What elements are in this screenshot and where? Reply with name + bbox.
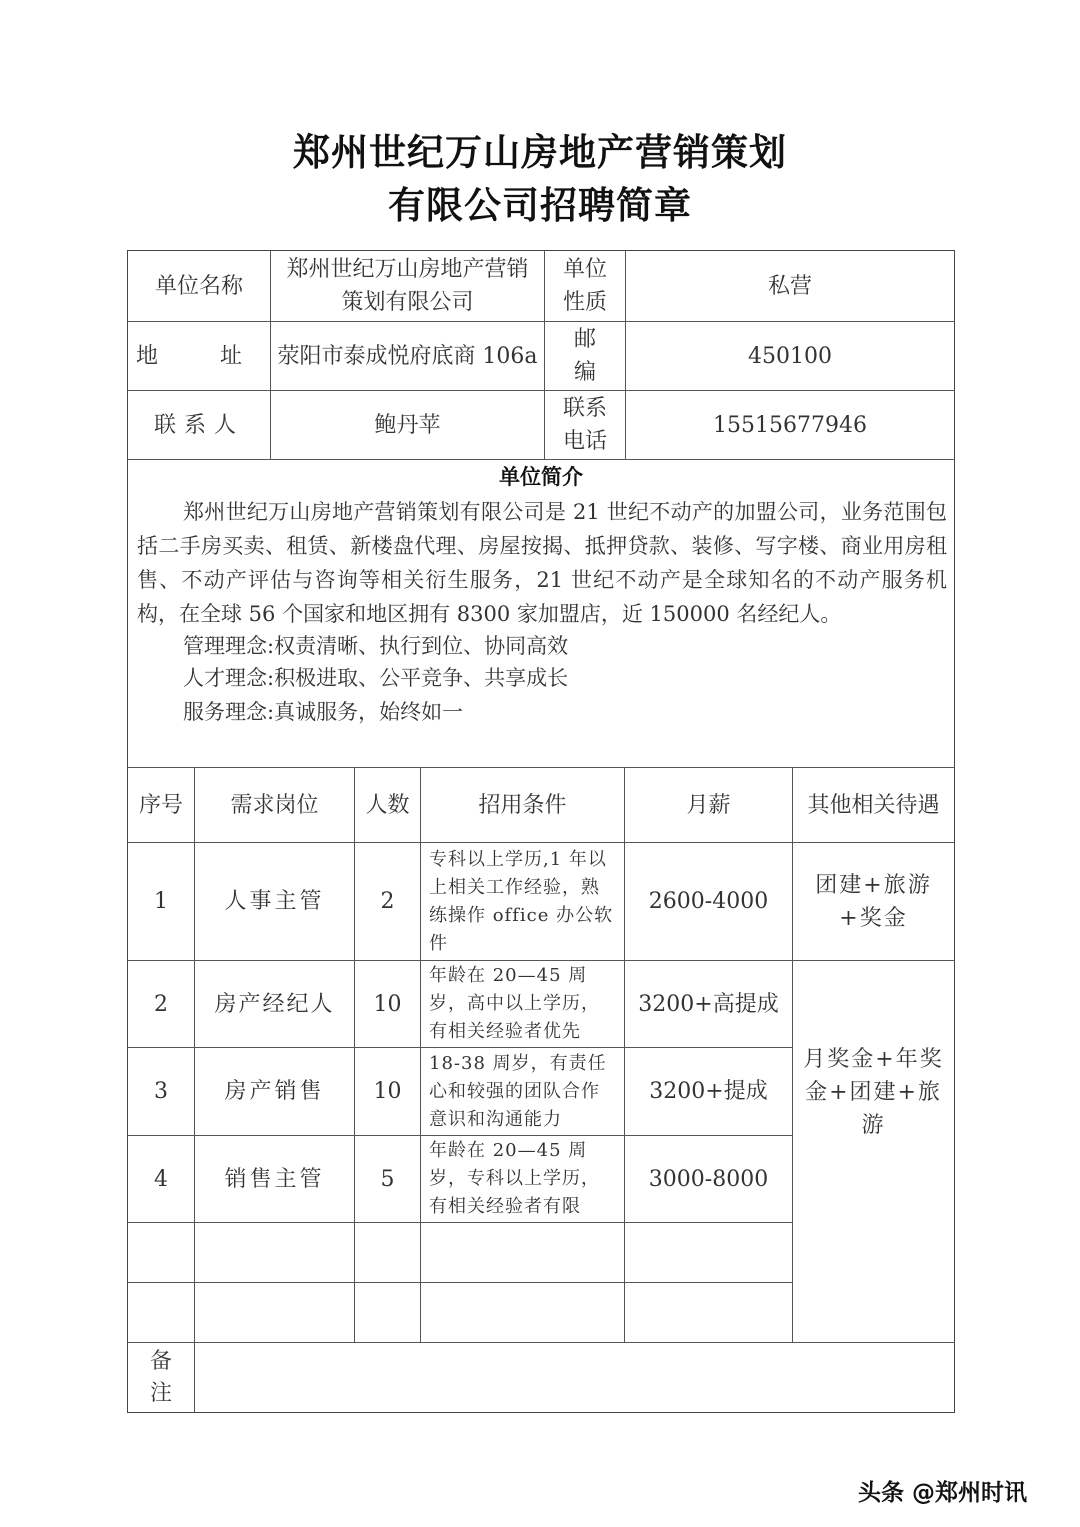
header-benefits: 其他相关待遇 <box>807 792 940 818</box>
row1-position: 人事主管 <box>224 889 325 914</box>
row4-position: 销售主管 <box>224 1166 325 1192</box>
row3-position: 房产销售 <box>224 1079 325 1104</box>
header-no: 序号 <box>138 792 183 818</box>
row2-no: 2 <box>154 991 168 1017</box>
row-divider <box>127 1282 792 1283</box>
remarks-label-line1: 备 <box>149 1348 172 1374</box>
postcode-label-line1: 邮 <box>573 327 596 352</box>
row1-benefits: 团建+旅游+奖金 <box>815 872 932 931</box>
company-nature-label <box>545 251 625 321</box>
postcode-value: 450100 <box>748 343 832 369</box>
row3-no: 3 <box>154 1079 168 1104</box>
postcode-label <box>545 322 625 390</box>
document-title-line1: 郑州世纪万山房地产营销策划 <box>293 131 787 174</box>
row2-count: 10 <box>373 991 402 1017</box>
row4-count: 5 <box>380 1166 395 1192</box>
row2-position: 房产经纪人 <box>214 991 335 1017</box>
row1-requirements: 专科以上学历,1 年以上相关工作经验，熟练操作 office 办公软件 <box>429 848 614 954</box>
company-nature-label-line1: 单位 <box>562 257 607 282</box>
row4-no: 4 <box>154 1166 168 1192</box>
row2-requirements: 年龄在 20—45 周岁，高中以上学历，有相关经验者优先 <box>429 965 600 1042</box>
address-value: 荥阳市泰成悦府底商 106a <box>277 343 538 369</box>
shared-benefits: 月奖金+年奖金+团建+旅游 <box>803 1047 944 1138</box>
company-name-value-line1: 郑州世纪万山房地产营销 <box>286 257 529 282</box>
phone-value: 15515677946 <box>713 412 867 438</box>
contact-label: 联系人 <box>153 412 244 438</box>
row3-count: 10 <box>373 1079 402 1104</box>
watermark-text: 头条 @郑州时讯 <box>858 1480 1028 1506</box>
row-divider <box>127 459 955 460</box>
row3-salary: 3200+提成 <box>649 1079 768 1104</box>
header-position: 需求岗位 <box>230 792 319 818</box>
remarks-label-line2: 注 <box>149 1380 172 1406</box>
remarks-label <box>128 1343 194 1412</box>
row-divider <box>127 1222 792 1223</box>
row1-count: 2 <box>380 889 395 914</box>
row-divider <box>127 1342 955 1343</box>
header-salary: 月薪 <box>686 792 731 818</box>
header-requirements: 招用条件 <box>478 792 567 818</box>
faded-source-mark <box>936 1452 942 1473</box>
row3-requirements: 18-38 周岁，有责任心和较强的团队合作意识和沟通能力 <box>429 1052 607 1130</box>
intro-paragraph: 郑州世纪万山房地产营销策划有限公司是 21 世纪不动产的加盟公司，业务范围包括二手房买卖、租赁、新楼盘代理、房屋按揭、抵押贷款、装修、写字楼、商业用房租售、不动产评估与咨询等相关衍生服务，21 世纪不动产是全球知名的不动产服务机构，在全球 56 个国家和地区拥有 8300 家加盟店，近 150000 名经纪人。 <box>137 500 947 626</box>
row1-no: 1 <box>154 889 168 914</box>
row4-requirements: 年龄在 20—45 周岁，专科以上学历，有相关经验者有限 <box>429 1140 600 1217</box>
service-philosophy: 服务理念:真诚服务，始终如一 <box>183 700 464 724</box>
contact-value: 鲍丹苹 <box>374 412 441 438</box>
phone-label-line1: 联系 <box>562 396 607 421</box>
intro-heading: 单位简介 <box>499 465 583 489</box>
company-name-value <box>271 251 544 321</box>
row4-salary: 3000-8000 <box>648 1166 769 1192</box>
header-count: 人数 <box>365 792 410 818</box>
row1-salary: 2600-4000 <box>648 889 769 914</box>
company-nature-label-line2: 性质 <box>562 290 607 315</box>
row2-salary: 3200+高提成 <box>638 991 779 1017</box>
document-title-line2: 有限公司招聘简章 <box>388 184 692 227</box>
phone-label <box>545 391 625 459</box>
talent-philosophy: 人才理念:积极进取、公平竞争、共享成长 <box>183 666 569 690</box>
company-name-label: 单位名称 <box>154 273 243 299</box>
company-nature-value: 私营 <box>767 273 812 299</box>
management-philosophy: 管理理念:权责清晰、执行到位、协同高效 <box>183 634 569 658</box>
postcode-label-line2: 编 <box>573 360 596 385</box>
address-label: 地 址 <box>135 343 262 369</box>
phone-label-line2: 电话 <box>562 429 607 454</box>
company-name-value-line2: 策划有限公司 <box>341 290 474 315</box>
